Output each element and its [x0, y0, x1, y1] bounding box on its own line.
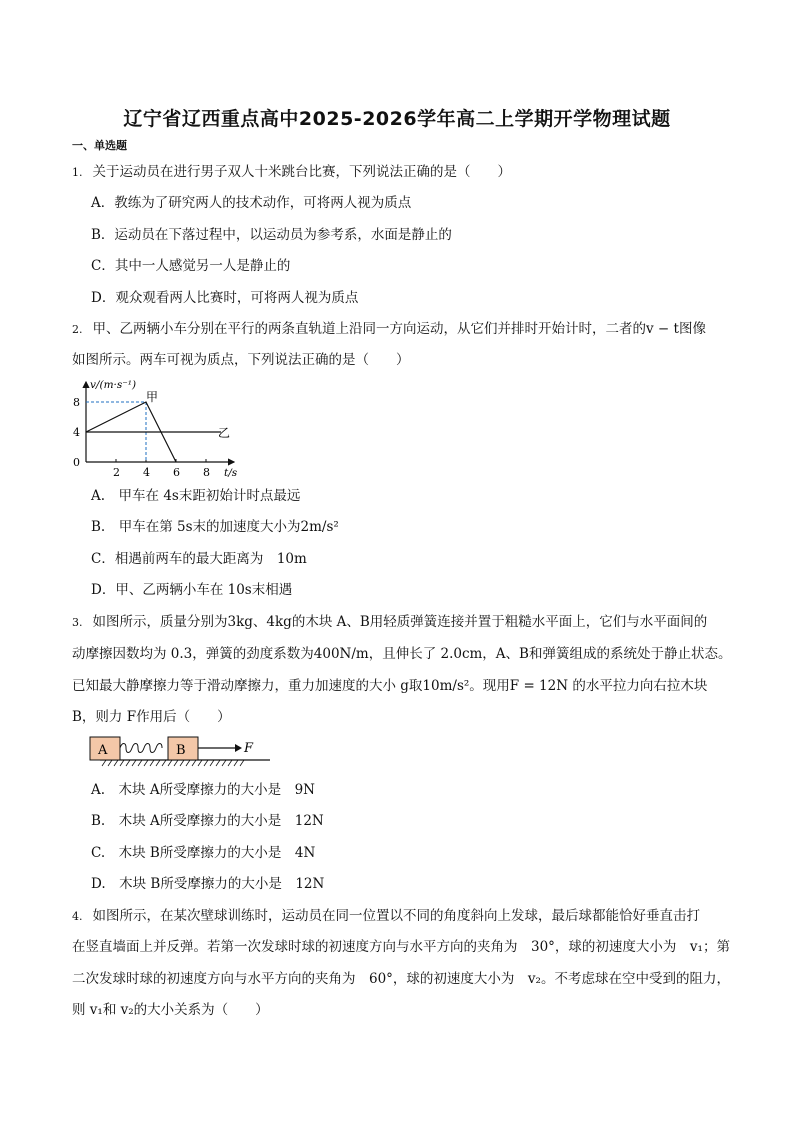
x-tick-label-4: 4	[143, 466, 150, 479]
question-number: 1.	[72, 166, 83, 179]
y-tick-8: 8	[73, 396, 80, 409]
option-d: D．甲、乙两辆小车在 10s末相遇	[91, 582, 293, 598]
question-4-stem-line-2: 在竖直墙面上并反弹。若第一次发球时球的初速度方向与水平方向的夹角为 30°，球的初速度大小为 v₁；第	[72, 939, 730, 955]
ground-hatching	[102, 760, 244, 766]
question-number: 2.	[72, 323, 83, 336]
series-yi-label: 乙	[218, 426, 231, 440]
x-tick-label-6: 6	[173, 466, 180, 479]
option-d: D．观众观看两人比赛时，可将两人视为质点	[91, 290, 359, 306]
x-tick-label-2: 2	[113, 466, 120, 479]
option-b: B. 木块 A所受摩擦力的大小是 12N	[91, 813, 324, 829]
vt-graph	[68, 376, 248, 480]
x-tick-label-8: 8	[203, 466, 210, 479]
question-1-stem: 1. 关于运动员在进行男子双人十米跳台比赛，下列说法正确的是（ ）	[72, 164, 511, 180]
option-a: A. 甲车在 4s末距初始计时点最远	[91, 488, 301, 504]
option-b: B．运动员在下落过程中，以运动员为参考系，水面是静止的	[91, 227, 452, 243]
question-3-stem: 3. 如图所示，质量分别为3kg、4kg的木块 A、B用轻质弹簧连接并置于粗糙水平面上，它们与水平面间的	[72, 614, 708, 630]
question-3-stem-line-2: 动摩擦因数均为 0.3，弹簧的劲度系数为400N/m，且伸长了 2.0cm，A、B和弹簧组成的系统处于静止状态。	[72, 646, 732, 662]
option-a: A. 木块 A所受摩擦力的大小是 9N	[91, 782, 315, 798]
section-heading: 一、单选题	[72, 139, 127, 152]
question-4-stem-line-3: 二次发球时球的初速度方向与水平方向的夹角为 60°，球的初速度大小为 v₂。不考虑球在空中受到的阻力，	[72, 971, 730, 987]
question-3-stem-line-4: B，则力 F作用后（ ）	[72, 709, 231, 725]
block-a-label: A	[98, 743, 108, 758]
question-2-stem-line-2: 如图所示。两车可视为质点，下列说法正确的是（ ）	[72, 352, 410, 368]
option-d: D. 木块 B所受摩擦力的大小是 12N	[91, 876, 325, 892]
option-c: C．相遇前两车的最大距离为 10m	[91, 551, 307, 567]
option-c: C. 木块 B所受摩擦力的大小是 4N	[91, 845, 316, 861]
y-tick-4: 4	[73, 426, 80, 439]
x-axis-label: t/s	[224, 467, 238, 479]
block-b-label: B	[176, 743, 186, 758]
question-4-stem-line-4: 则 v₁和 v₂的大小关系为（ ）	[72, 1002, 269, 1018]
question-2-stem: 2. 甲、乙两辆小车分别在平行的两条直轨道上沿同一方向运动，从它们并排时开始计时，二者的v − t图像	[72, 321, 706, 337]
y-axis-label: v/(m·s⁻¹)	[90, 379, 137, 391]
force-label: F	[244, 741, 254, 756]
series-jia-label: 甲	[146, 390, 159, 404]
spring-block-figure	[70, 732, 270, 772]
option-b: B. 甲车在第 5s末的加速度大小为2m/s²	[91, 519, 339, 535]
question-number: 3.	[72, 616, 83, 629]
option-c: C．其中一人感觉另一人是静止的	[91, 258, 291, 274]
question-3-stem-line-3: 已知最大静摩擦力等于滑动摩擦力，重力加速度的大小 g取10m/s²。现用F = 12N 的水平拉力向右拉木块	[72, 678, 708, 694]
option-a: A．教练为了研究两人的技术动作，可将两人视为质点	[91, 195, 412, 211]
spring	[120, 744, 162, 753]
question-4-stem: 4. 如图所示，在某次壁球训练时，运动员在同一位置以不同的角度斜向上发球，最后球都能恰好垂直击打	[72, 908, 700, 924]
y-tick-0: 0	[73, 456, 80, 469]
question-number: 4.	[72, 910, 83, 923]
page-title: 辽宁省辽西重点高中2025-2026学年高二上学期开学物理试题	[123, 108, 671, 130]
